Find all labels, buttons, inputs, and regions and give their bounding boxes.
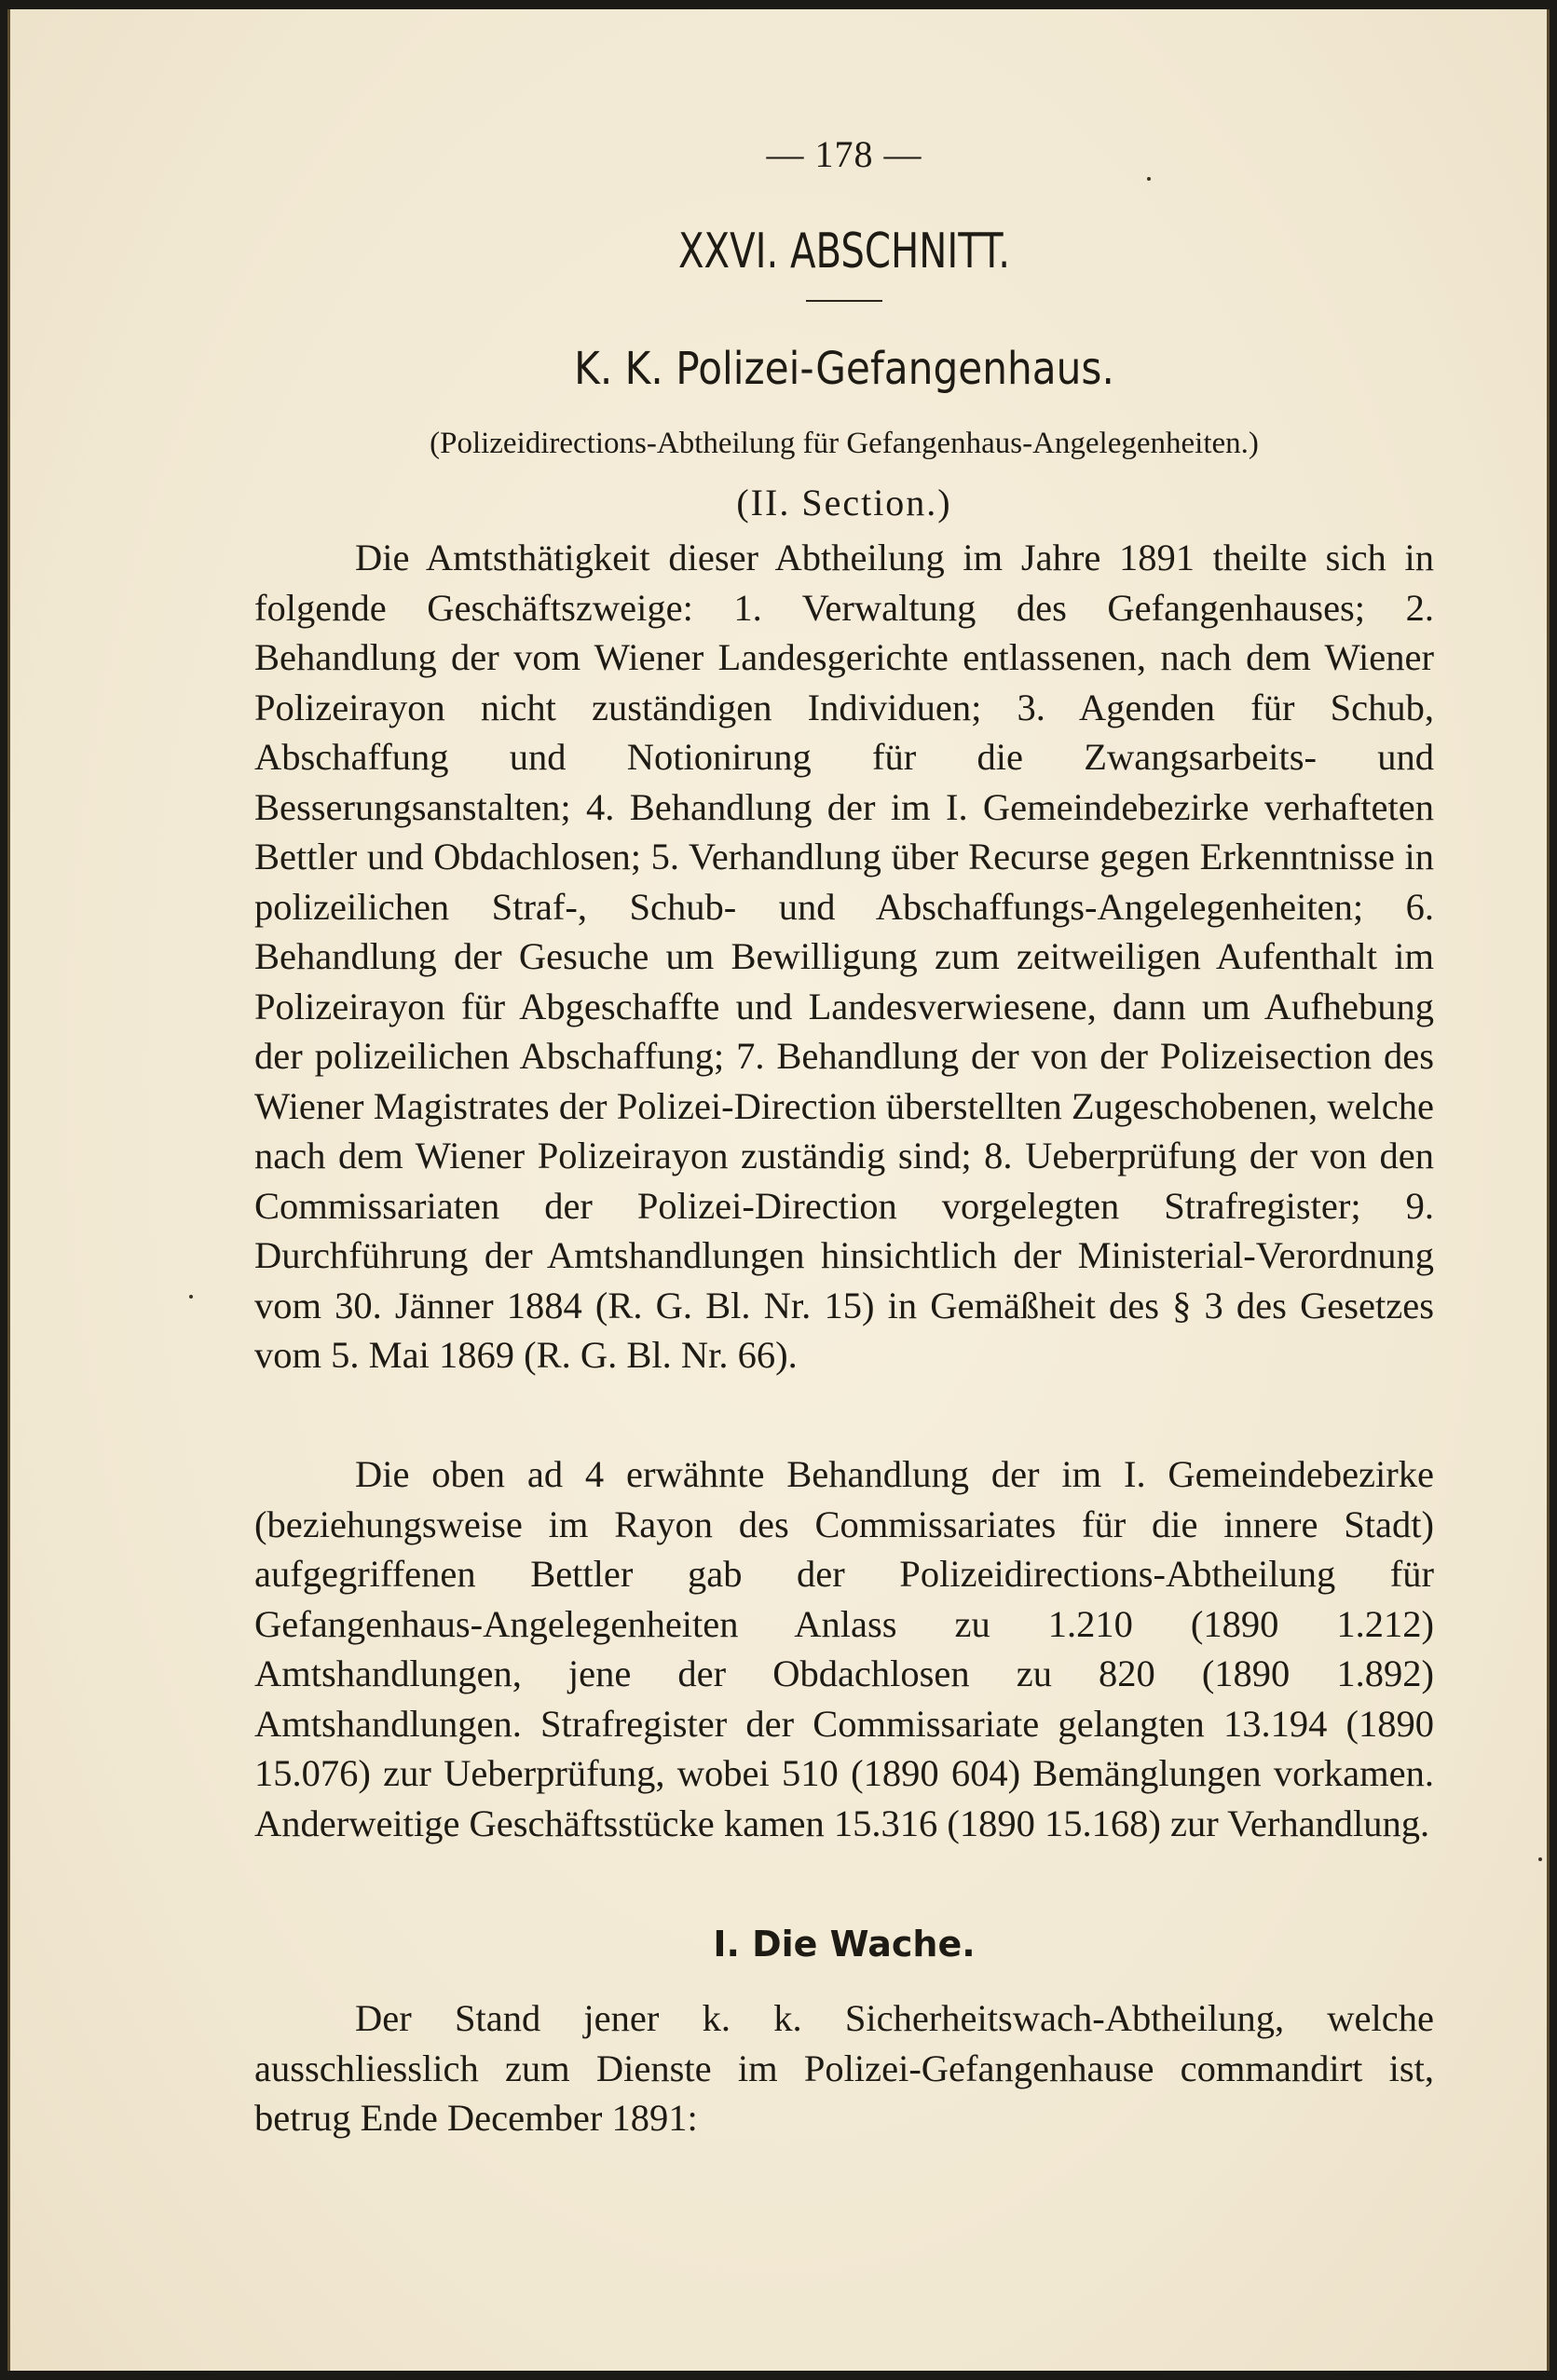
paragraph-guard-status: Der Stand jener k. k. Sicherheitswach-Abtheilung, welche ausschliesslich zum Dienste im Polizei-Gefangenhause commandirt ist, betrug Ende December 1891: (254, 1997, 1434, 2139)
section-title: K. K. Polizei-Gefangenhaus. (574, 343, 1114, 395)
ink-speck (1147, 177, 1151, 181)
section-label: (II. Section.) (736, 482, 952, 524)
ink-speck (189, 1295, 193, 1299)
ink-speck (1538, 1857, 1542, 1861)
department-subtitle: (Polizeidirections-Abtheilung für Gefangenhaus-Angelegenheiten.) (430, 427, 1259, 460)
paragraph-activities: Die Amtsthätigkeit dieser Abtheilung im Jahre 1891 theilte sich in folgende Geschäftszweige: 1. Verwaltung des Gefangenhauses; 2. Behandlung der vom Wiener Landesgerichte entlassenen, nach dem Wiener Polizeirayon nicht zuständigen Individuen; 3. Agenden für Schub, Abschaffung und Notionirung für die Zwangsarbeits- und Besserungsanstalten; 4. Behandlung der im I. Gemeindebezirke verhafteten Bettler und Obdachlosen; 5. Verhandlung über Recurse gegen Erkenntnisse in polizeilichen Straf-, Schub- und Abschaffungs-Angelegenheiten; 6. Behandlung der Gesuche um Bewilligung zum zeitweiligen Aufenthalt im Polizeirayon für Abgeschaffte und Landesverwiesene, dann um Aufhebung der polizeilichen Abschaffung; 7. Behandlung der von der Polizeisection des Wiener Magistrates der Polizei-Direction überstellten Zugeschobenen, welche nach dem Wiener Polizeirayon zuständig sind; 8. Ueberprüfung der von den Commissariaten der Polizei-Direction vorgelegten Strafregister; 9. Durchführung der Amtshandlungen hinsichtlich der Ministerial-Verordnung vom 30. Jänner 1884 (R. G. Bl. Nr. 15) in Gemäßheit des § 3 des Gesetzes vom 5. Mai 1869 (R. G. Bl. Nr. 66). (254, 537, 1434, 1376)
title-divider (806, 300, 882, 302)
paragraph-statistics: Die oben ad 4 erwähnte Behandlung der im I. Gemeindebezirke (beziehungsweise im Rayon des Commissariates für die innere Stadt) aufgegriffenen Bettler gab der Polizeidirections-Abtheilung für Gefangenhaus-Angelegenheiten Anlass zu 1.210 (1890 1.212) Amtshandlungen, jene der Obdachlosen zu 820 (1890 1.892) Amtshandlungen. Strafregister der Commissariate gelangten 13.194 (1890 15.076) zur Ueberprüfung, wobei 510 (1890 604) Bemänglungen vorkamen. Anderweitige Geschäftsstücke kamen 15.316 (1890 15.168) zur Verhandlung. (254, 1453, 1434, 1844)
scanned-page (7, 9, 1550, 2371)
chapter-title: XXVI. ABSCHNITT. (677, 224, 1011, 279)
heading-die-wache: I. Die Wache. (713, 1924, 976, 1965)
page-number: — 178 — (766, 133, 922, 175)
